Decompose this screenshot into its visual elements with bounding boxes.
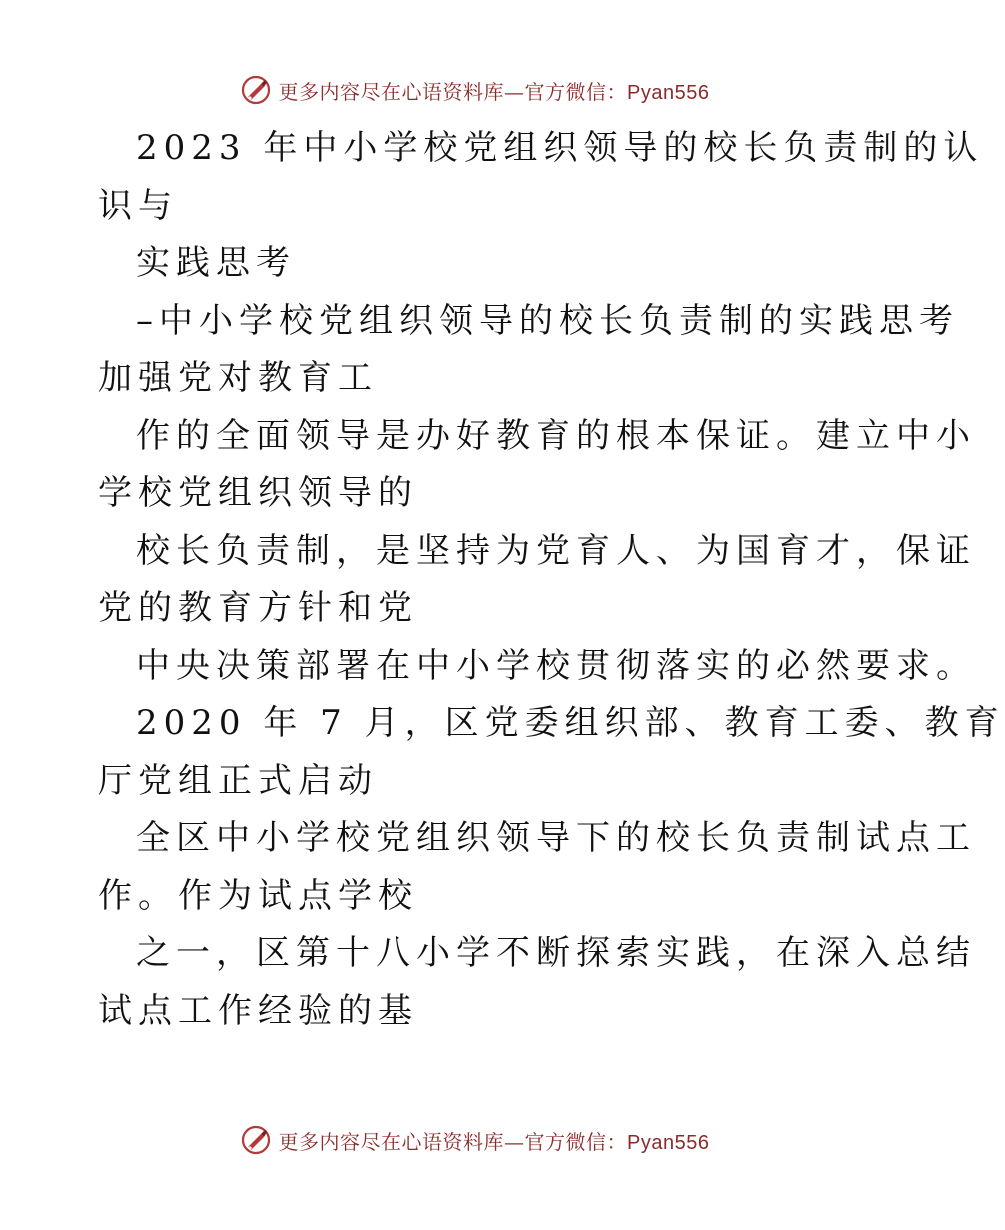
text-line: 作的全面领导是办好教育的根本保证。建立中小 — [136, 415, 976, 456]
text-line: –中小学校党组织领导的校长负责制的实践思考 — [136, 300, 959, 341]
banner-dash: — — [504, 1129, 525, 1154]
header-watermark-banner — [0, 70, 950, 110]
banner-text — [279, 1126, 710, 1155]
banner-wechat-id: Pyan556 — [627, 81, 710, 104]
banner-wechat-id: Pyan556 — [627, 1131, 710, 1154]
banner-prefix: 更多内容尽在心语资料库 — [278, 1129, 505, 1154]
pen-logo-icon — [241, 75, 271, 105]
text-line: 2023 年中小学校党组织领导的校长负责制的认 — [136, 128, 984, 168]
banner-wechat-label: 官方微信： — [524, 79, 628, 104]
text-line: 试点工作经验的基 — [98, 990, 418, 1031]
text-line: 党的教育方针和党 — [98, 588, 418, 628]
text-line: 厅党组正式启动 — [98, 760, 378, 801]
text-line: 识与 — [98, 185, 178, 226]
banner-wechat-label: 官方微信： — [524, 1129, 628, 1154]
document-body — [98, 120, 1005, 1040]
text-line: 全区中小学校党组织领导下的校长负责制试点工 — [136, 818, 976, 858]
text-line: 2020 年 7 月，区党委组织部、教育工委、教育 — [136, 703, 1005, 743]
text-line: 校长负责制，是坚持为党育人、为国育才，保证 — [136, 530, 976, 571]
text-line: 之一，区第十八小学不断探索实践，在深入总结 — [136, 933, 976, 973]
banner-text — [279, 76, 710, 105]
banner-dash: — — [504, 79, 525, 104]
footer-watermark-banner — [0, 1120, 950, 1160]
text-line: 作。作为试点学校 — [98, 875, 418, 916]
text-line: 加强党对教育工 — [98, 358, 378, 398]
banner-prefix: 更多内容尽在心语资料库 — [278, 79, 505, 104]
pen-logo-icon — [241, 1125, 271, 1155]
text-line: 中央决策部署在中小学校贯彻落实的必然要求。 — [136, 645, 976, 686]
text-line: 学校党组织领导的 — [98, 473, 418, 513]
text-line: 实践思考 — [136, 243, 296, 283]
